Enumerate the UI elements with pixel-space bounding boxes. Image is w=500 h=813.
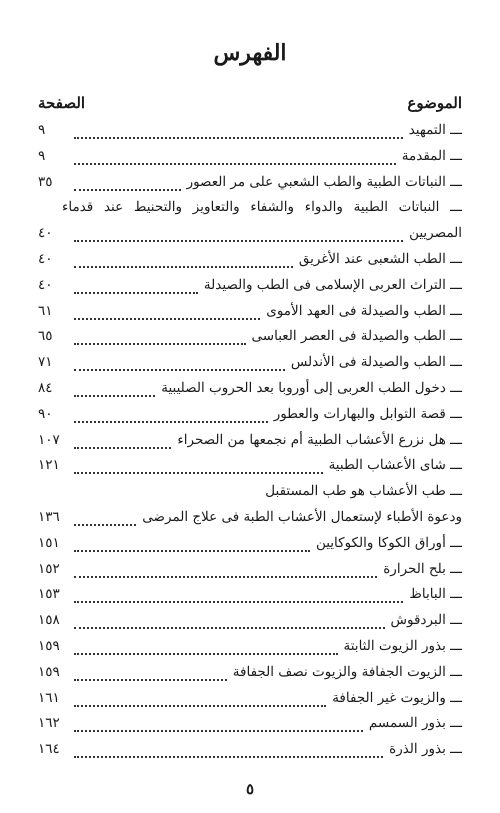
page-title: الفهرس [213,40,287,66]
toc-entry-title: ـــ النباتات الطبية والدواء والشفاء والتعاويز والتحنيط عند قدماء المصريين [62,199,462,242]
toc-entry-page: ٨٤ [38,379,53,396]
toc-entry-page: ٩ [38,122,46,138]
toc-entry-title: ـــ بذور السمسم [368,715,462,732]
column-headers [38,94,462,114]
dot-leader [74,291,198,294]
toc-entry-page: ١٥٩ [38,637,60,654]
dot-leader [74,678,227,681]
dot-leader [74,549,310,552]
toc-entry-title: ـــ قصة التوابل والبهارات والعطور [273,405,462,422]
dot-leader [74,420,268,423]
toc-entry-page: ٤٠ [38,225,53,242]
toc-entry-title: ودعوة الأطباء لإستعمال الأعشاب الطبة فى علاج المرضى [142,508,462,525]
toc-entry-page: ١٠٧ [38,431,60,448]
dot-leader [74,368,285,371]
toc-entry [38,195,462,247]
toc-entry-title: ـــ بذور الذرة [389,741,462,758]
toc-entry-page: ١٦١ [38,689,60,706]
toc-entry [38,660,462,686]
toc-entry-page: ٤٠ [38,250,53,267]
toc-entry-title: ـــ الطب والصيدلة فى العصر العباسى [251,328,462,345]
page-column-header: الصفحة [38,94,86,112]
toc-entry [38,686,462,712]
toc-entry [38,634,462,660]
dot-leader [74,600,403,603]
toc-entry-title: ـــ بلح الحرارة [383,560,462,577]
toc-entry-title: ـــ الطب والصيدلة فى العهد الأموى [266,302,462,319]
toc-entry [38,118,462,144]
toc-entry-title: ـــ بذور الزيوت الثابتة [343,637,462,654]
dot-leader [74,136,403,139]
toc-entry [38,505,462,531]
dot-leader [74,446,171,449]
toc-entry [38,299,462,325]
dot-leader [74,162,396,165]
toc-entry-title: ـــ طب الأعشاب هو طب المستقبل [265,483,462,500]
toc-entry [38,737,462,763]
toc-entry [38,428,462,454]
toc-entry-title: ـــ البردقوش [390,612,462,629]
toc-entry-page: ١٦٤ [38,741,60,758]
toc-entry-title: ـــ المقدمة [401,147,462,164]
toc-entry-title: ـــ دخول الطب العربى إلى أوروبا بعد الحروب الصليبية [161,379,462,396]
toc-entry-page: ١٥٨ [38,612,60,629]
toc-entry [38,479,462,505]
toc-entry-title: ـــ والزيوت غير الجفافة [332,689,462,706]
dot-leader [74,755,383,758]
toc-entry-page: ١٥٣ [38,586,60,603]
toc-entry-page: ٩ [38,147,46,164]
toc-entry [38,402,462,428]
dot-leader [74,729,363,732]
toc-entry-page: ٦٥ [38,328,53,345]
toc-entry-title: ـــ الزيوت الجفافة والزيوت نصف الجفافة [232,663,462,680]
dot-leader [74,317,260,320]
toc-entry-title: ـــ هل نزرع الأعشاب الطبية أم نجمعها من الصحراء [177,431,462,448]
toc-entry-title: ـــ النباتات الطبية والطب الشعبي على مر العصور [186,173,462,190]
toc-entry-title: ـــ أوراق الكوكا والكوكايين [315,534,462,551]
dot-leader [74,626,385,629]
toc-entry-page: ٣٥ [38,173,53,190]
toc-entry-title: ـــ الباباظ [409,586,462,603]
dot-leader [74,188,181,191]
toc-entry [38,273,462,299]
toc-entry-page: ١٥٩ [38,663,60,680]
toc-entry-page: ١٣٦ [38,508,60,525]
toc-entry [38,711,462,737]
page-number: ٥ [245,780,255,798]
toc-entry-title: ـــ الطب والصيدلة فى الأندلس [290,354,462,371]
toc-entry-page: ١٥٢ [38,560,60,577]
dot-leader [74,652,338,655]
toc-entry [38,247,462,273]
toc-entry [38,557,462,583]
toc-entry-page: ٧١ [38,354,53,371]
toc-entry-page: ١٥١ [38,534,60,551]
toc-entry-page: ٩٠ [38,405,53,422]
dot-leader [74,265,293,268]
toc-entry [38,170,462,196]
dot-leader [74,523,136,526]
dot-leader [74,239,403,242]
dot-leader [74,471,323,474]
toc-entry-page: ١٦٢ [38,715,60,732]
toc-entry [38,582,462,608]
dot-leader [74,394,155,397]
toc-entry-page: ٦١ [38,302,53,319]
toc-entry [38,453,462,479]
toc-entry [38,350,462,376]
toc-entry [38,144,462,170]
dot-leader [74,704,326,707]
toc-entry-title: ـــ التمهيد [408,122,462,138]
toc-entry [38,324,462,350]
toc-list [38,118,462,763]
topic-column-header: الموضوع [407,94,462,112]
toc-entry-page: ٤٠ [38,276,53,293]
toc-entry-title: ـــ التراث العربى الإسلامى فى الطب والصيدلة [203,276,462,293]
toc-entry [38,608,462,634]
toc-entry [38,531,462,557]
dot-leader [74,342,246,345]
dot-leader [74,575,377,578]
toc-entry-page: ١٢١ [38,457,60,474]
toc-entry [38,376,462,402]
toc-entry-title: ـــ الطب الشعبى عند الأغريق [298,250,462,267]
toc-entry-title: ـــ شاى الأعشاب الطبية [328,457,462,474]
